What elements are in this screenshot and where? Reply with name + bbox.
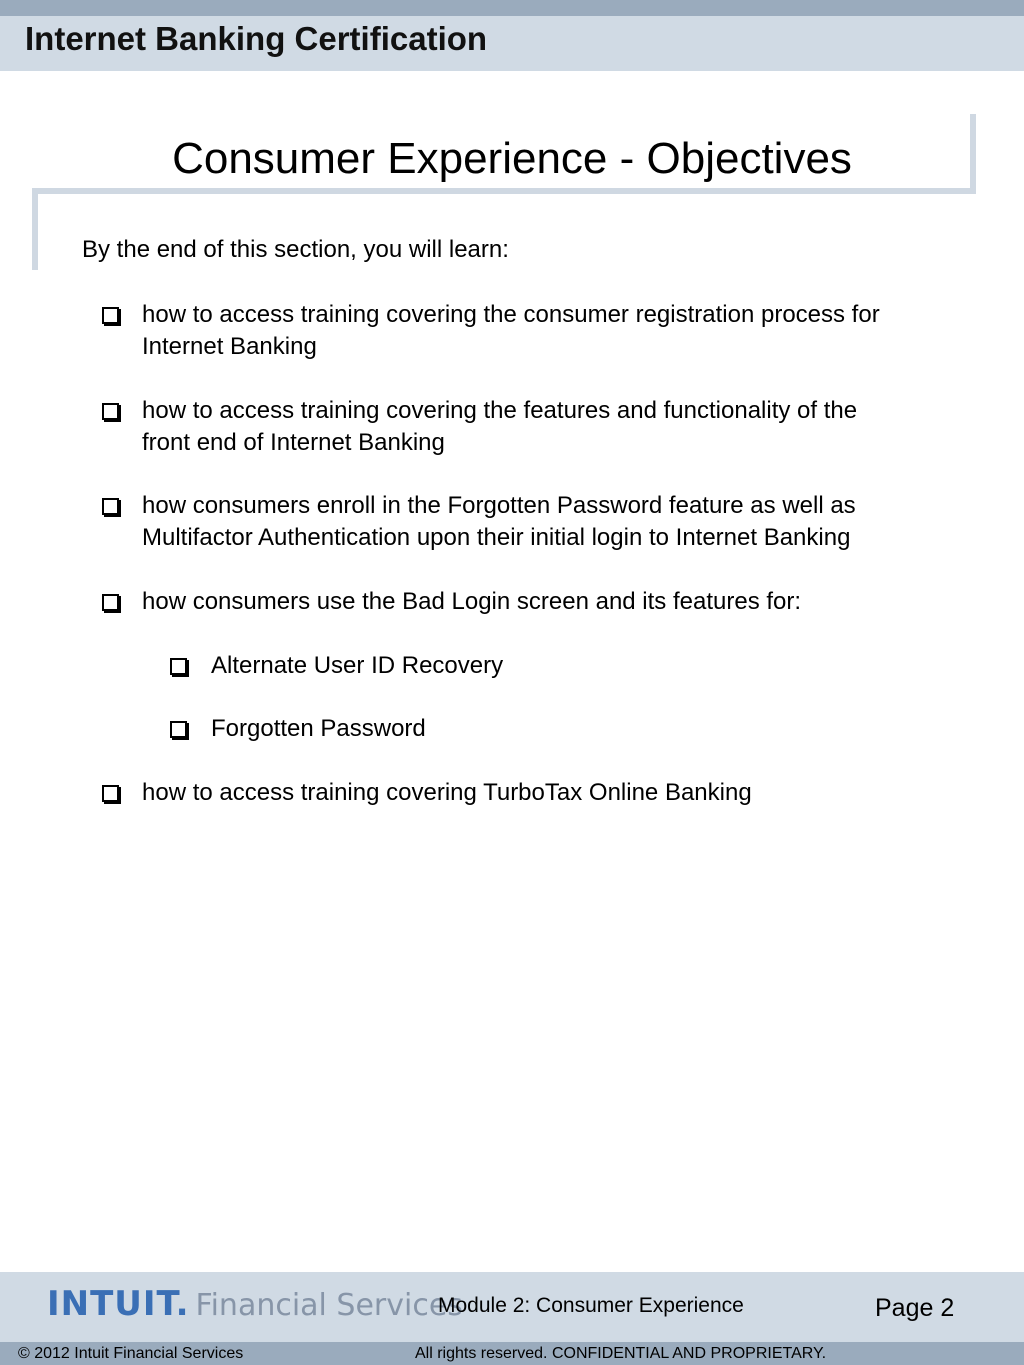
sub-bullet-user-id-recovery <box>211 650 503 682</box>
header-top-strip <box>0 0 1024 16</box>
module-label: Module 2: Consumer Experience <box>438 1294 744 1317</box>
bullet-line: how to access training covering the consumer registration process for <box>142 301 880 328</box>
slide-title: Consumer Experience - Objectives <box>172 134 852 183</box>
objective-bullet-5 <box>142 777 752 809</box>
sub-bullet-forgotten-password <box>211 713 426 745</box>
checkbox-icon <box>102 307 119 324</box>
objective-bullet-2 <box>142 395 857 459</box>
intro-text: By the end of this section, you will learn: <box>82 236 509 263</box>
rights-text: All rights reserved. CONFIDENTIAL AND PROPRIETARY. <box>415 1345 827 1362</box>
copyright-text: © 2012 Intuit Financial Services <box>18 1345 244 1362</box>
bullet-line: Internet Banking <box>142 333 317 360</box>
checkbox-icon <box>102 403 119 420</box>
bullet-line: how consumers enroll in the Forgotten Password feature as well as <box>142 492 856 519</box>
bullet-line: Multifactor Authentication upon their initial login to Internet Banking <box>142 524 851 551</box>
objective-bullet-1 <box>142 299 880 363</box>
logo-division: Financial Services <box>195 1288 463 1323</box>
intuit-logo <box>47 1284 463 1324</box>
title-frame-left <box>32 194 38 270</box>
bullet-line: Forgotten Password <box>211 715 426 742</box>
bullet-line: how to access training covering the features and functionality of the <box>142 397 858 424</box>
bullet-line: how to access training covering TurboTax Online Banking <box>142 779 752 806</box>
checkbox-icon <box>102 785 119 802</box>
page-number: Page 2 <box>875 1294 955 1322</box>
checkbox-icon <box>102 594 119 611</box>
objective-bullet-3 <box>142 490 856 554</box>
logo-brand: INTUIT. <box>47 1284 190 1324</box>
checkbox-icon <box>170 721 187 738</box>
bullet-line: Alternate User ID Recovery <box>211 652 504 679</box>
bullet-line: how consumers use the Bad Login screen and its features for: <box>142 588 802 615</box>
checkbox-icon <box>170 658 187 675</box>
checkbox-icon <box>102 498 119 515</box>
bullet-line: front end of Internet Banking <box>142 429 445 456</box>
header-title: Internet Banking Certification <box>25 20 488 57</box>
title-frame-bottom <box>32 188 976 194</box>
objective-bullet-4 <box>142 586 801 618</box>
